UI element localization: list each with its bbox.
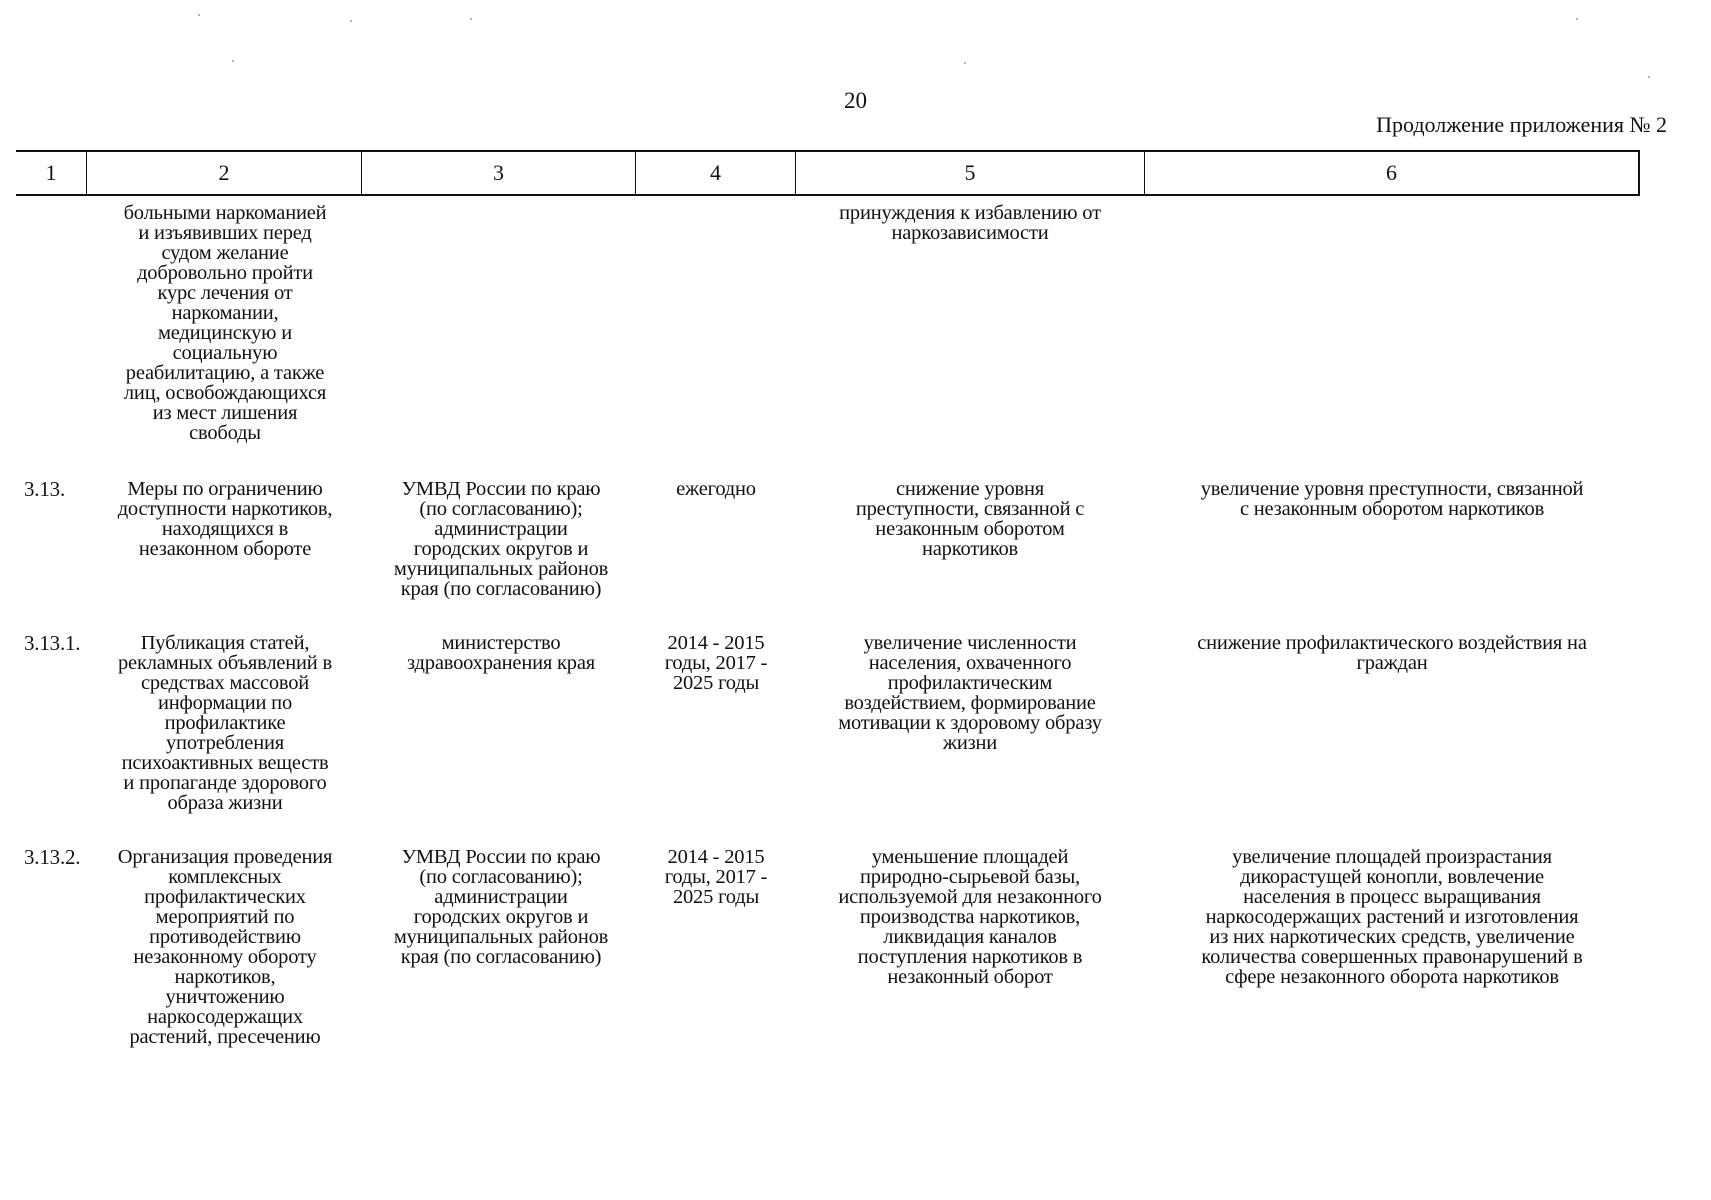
term-cell: 2014 - 2015 годы, 2017 - 2025 годы	[664, 632, 768, 694]
appendix-continuation-label: Продолжение приложения № 2	[1376, 112, 1667, 137]
consequence-cell: снижение профилактического воздействия на граждан	[1197, 632, 1587, 674]
scan-speck	[964, 62, 966, 64]
header-col-1: 1	[45, 160, 57, 185]
consequence-cell: увеличение уровня преступности, связанной с незаконным оборотом наркотиков	[1200, 478, 1584, 520]
scan-speck	[1648, 76, 1650, 78]
header-col-2: 2	[86, 152, 361, 194]
scan-speck	[198, 14, 200, 16]
page-number: 20	[844, 88, 867, 113]
executor-cell: министерство здравоохранения края	[407, 632, 595, 674]
row-number: 3.13.	[24, 477, 66, 501]
consequence-cell: увеличение площадей произрастания дикорастущей конопли, вовлечение населения в процесс выращивания наркосодержащих растений и изготовления из них наркотических средств, увеличение количества совершенных правонарушений в сфере незаконного оборота наркотиков	[1201, 846, 1583, 988]
header-col-6: 6	[1144, 152, 1638, 194]
scan-speck	[350, 20, 352, 22]
measure-cell: Меры по ограничению доступности наркотиков, находящихся в незаконном обороте	[117, 478, 333, 560]
executor-cell: УМВД России по краю (по согласованию); администрации городских округов и муниципальных районов края (по согласованию)	[393, 846, 609, 968]
result-cell: принуждения к избавлению от наркозависимости	[839, 202, 1101, 244]
row-number: 3.13.1.	[24, 631, 81, 655]
result-cell: увеличение численности населения, охваченного профилактическим воздействием, формирование мотивации к здоровому образу жизни	[838, 632, 1102, 754]
term-cell: ежегодно	[676, 478, 756, 500]
header-col-5: 5	[795, 152, 1144, 194]
term-cell: 2014 - 2015 годы, 2017 - 2025 годы	[664, 846, 768, 908]
header-col-4: 4	[635, 152, 795, 194]
header-col-3: 3	[361, 152, 635, 194]
scan-speck	[1576, 18, 1578, 20]
scan-speck	[232, 60, 234, 62]
result-cell: снижение уровня преступности, связанной с незаконным оборотом наркотиков	[855, 478, 1085, 560]
result-cell: уменьшение площадей природно-сырьевой базы, используемой для незаконного производства наркотиков, ликвидация каналов поступления наркотиков в незаконный оборот	[838, 846, 1102, 988]
executor-cell: УМВД России по краю (по согласованию); администрации городских округов и муниципальных районов края (по согласованию)	[393, 478, 609, 600]
row-number: 3.13.2.	[24, 845, 81, 869]
scan-speck	[470, 18, 472, 20]
table-header-row	[16, 150, 1640, 196]
measure-cell: Организация проведения комплексных профилактических мероприятий по противодействию незаконному обороту наркотиков, уничтожению наркосодержащих растений, пресечению	[117, 846, 333, 1048]
measure-cell: Публикация статей, рекламных объявлений в средствах массовой информации по профилактике употребления психоактивных веществ и пропаганде здорового образа жизни	[118, 632, 332, 814]
measure-cell: больными наркоманией и изъявивших перед судом желание добровольно пройти курс лечения от наркомании, медицинскую и социальную реабилитацию, а также лиц, освобождающихся из мест лишения свободы	[123, 202, 327, 444]
